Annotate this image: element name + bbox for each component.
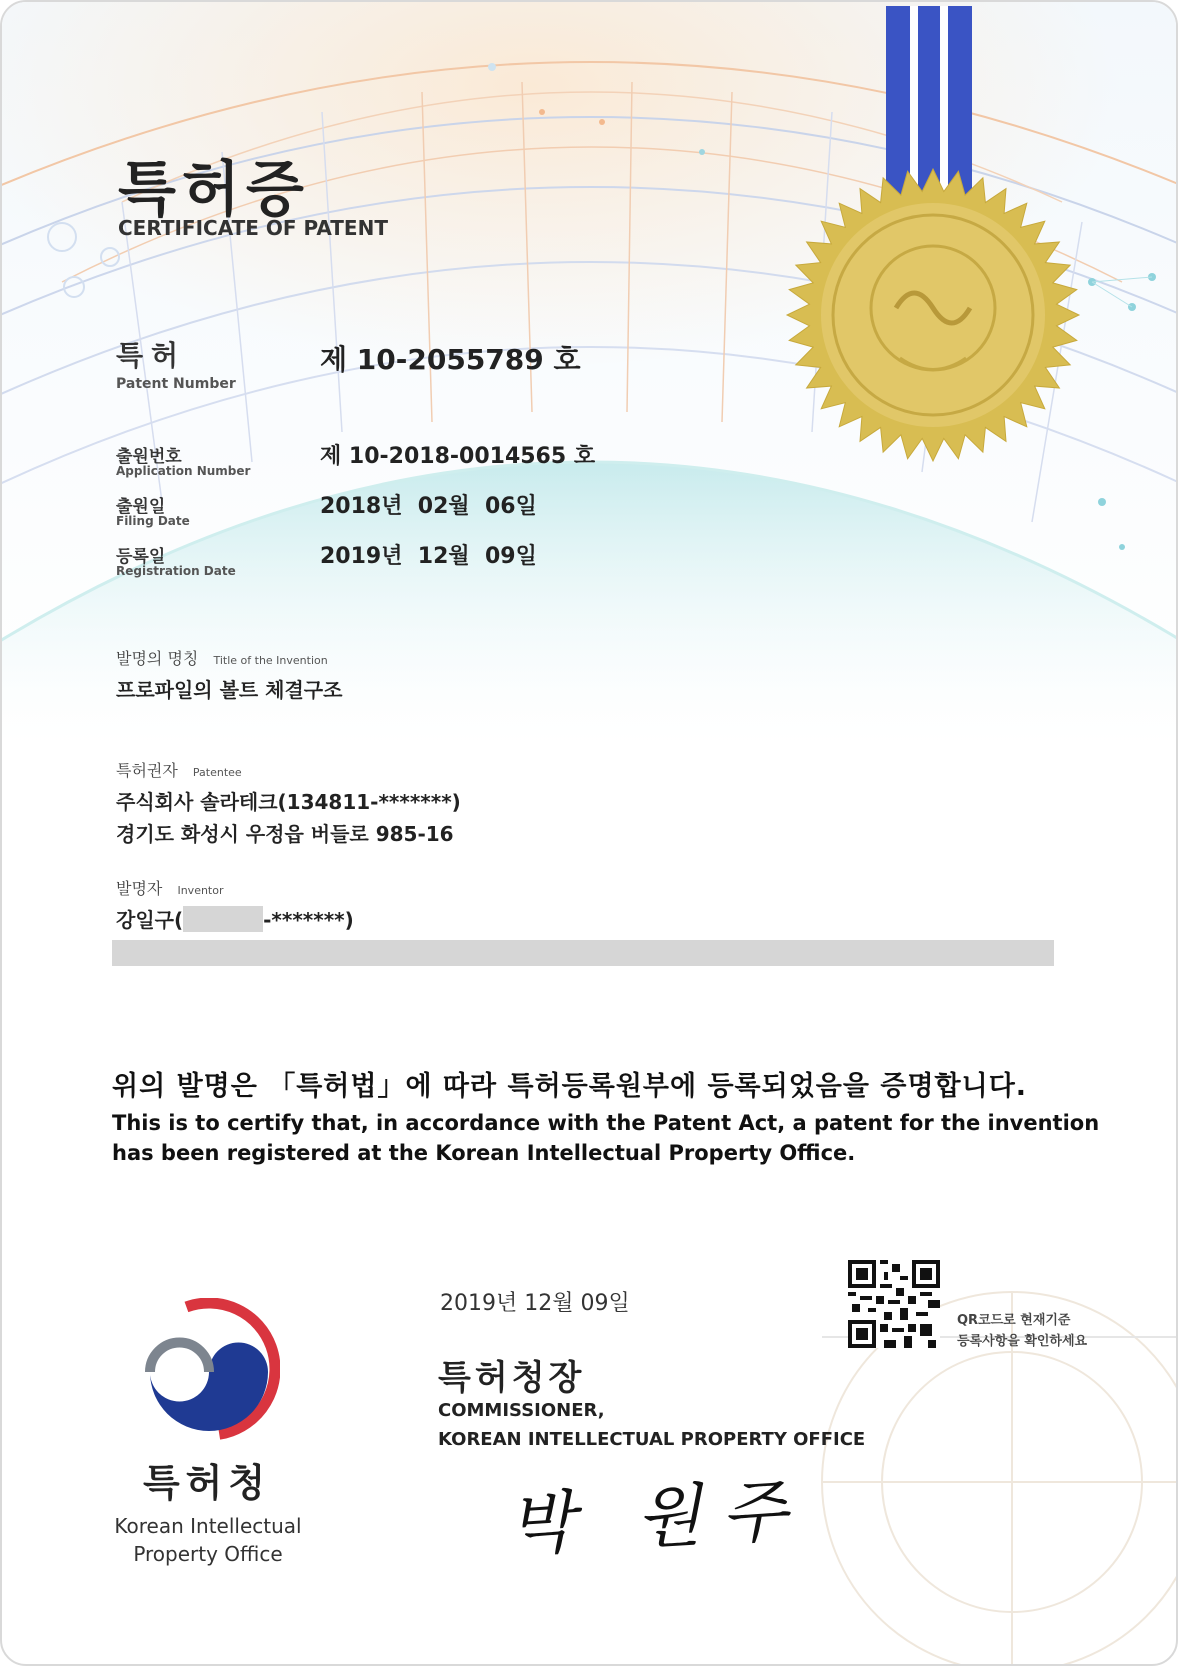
certificate-title-ko: 특허증	[118, 155, 310, 225]
patentee-label-en: Patentee	[192, 766, 242, 779]
certification-text-ko: 위의 발명은 「특허법」에 따라 특허등록원부에 등록되었음을 증명합니다.	[112, 1071, 1028, 1102]
invention-title-label-en: Title of the Invention	[213, 654, 328, 667]
commissioner-title-en	[438, 1396, 865, 1454]
commissioner-title-en-line2: KOREAN INTELLECTUAL PROPERTY OFFICE	[438, 1429, 866, 1450]
handwritten-signature: 박 원주	[506, 1471, 809, 1566]
kipo-logo-icon	[138, 1298, 280, 1440]
qr-caption-line1: QR코드로 현재기준	[957, 1313, 1071, 1328]
inventor-name	[116, 904, 354, 933]
inventor-name-suffix: -*******)	[263, 908, 354, 932]
commissioner-title-ko: 특허청장	[438, 1358, 586, 1398]
application-number-value: 제 10-2018-0014565 호	[320, 444, 596, 469]
gold-seal-icon	[784, 166, 1082, 464]
invention-title-label	[116, 646, 328, 669]
application-number-label-en: Application Number	[116, 464, 251, 478]
certification-text-en: This is to certify that, in accordance with the Patent Act, a patent for the invention has been registered at the Korean Intellectual Property Office.	[112, 1111, 1100, 1165]
inventor-label-en: Inventor	[177, 884, 224, 897]
patent-number-value: 제 10-2055789 호	[320, 343, 581, 376]
inventor-label-ko: 발명자	[116, 879, 163, 898]
inventor-label	[116, 876, 224, 899]
invention-title-value: 프로파일의 볼트 체결구조	[116, 678, 343, 702]
patentee-label	[116, 758, 242, 781]
patentee-address: 경기도 화성시 우정읍 버들로 985-16	[116, 822, 454, 846]
patentee-name: 주식회사 솔라테크(134811-*******)	[116, 790, 461, 814]
redacted-address-bar	[112, 940, 1054, 966]
patent-number-label-ko: 특허	[116, 339, 187, 372]
qr-code-icon[interactable]	[848, 1260, 940, 1348]
registration-date-label-ko: 등록일	[116, 547, 166, 567]
redacted-block	[183, 906, 263, 932]
inventor-name-prefix: 강일구(	[116, 908, 184, 932]
qr-caption	[957, 1310, 1087, 1352]
patent-number-label-en: Patent Number	[116, 376, 236, 392]
invention-title-label-ko: 발명의 명칭	[116, 649, 199, 668]
filing-date-label-ko: 출원일	[116, 497, 166, 517]
filing-date-label-en: Filing Date	[116, 514, 190, 528]
patentee-label-ko: 특허권자	[116, 761, 178, 780]
registration-date-value: 2019년 12월 09일	[320, 544, 537, 569]
registration-date-label-en: Registration Date	[116, 564, 236, 578]
kipo-name-en: Korean Intellectual Property Office	[114, 1514, 302, 1566]
qr-caption-line2: 등록사항을 확인하세요	[957, 1334, 1088, 1349]
commissioner-title-en-line1: COMMISSIONER,	[438, 1400, 605, 1421]
filing-date-value: 2018년 02월 06일	[320, 494, 537, 519]
application-number-label-ko: 출원번호	[116, 447, 182, 467]
certificate-title-en: CERTIFICATE OF PATENT	[118, 216, 388, 240]
kipo-name-ko: 특허청	[142, 1461, 272, 1505]
signature-date: 2019년 12월 09일	[440, 1291, 630, 1316]
